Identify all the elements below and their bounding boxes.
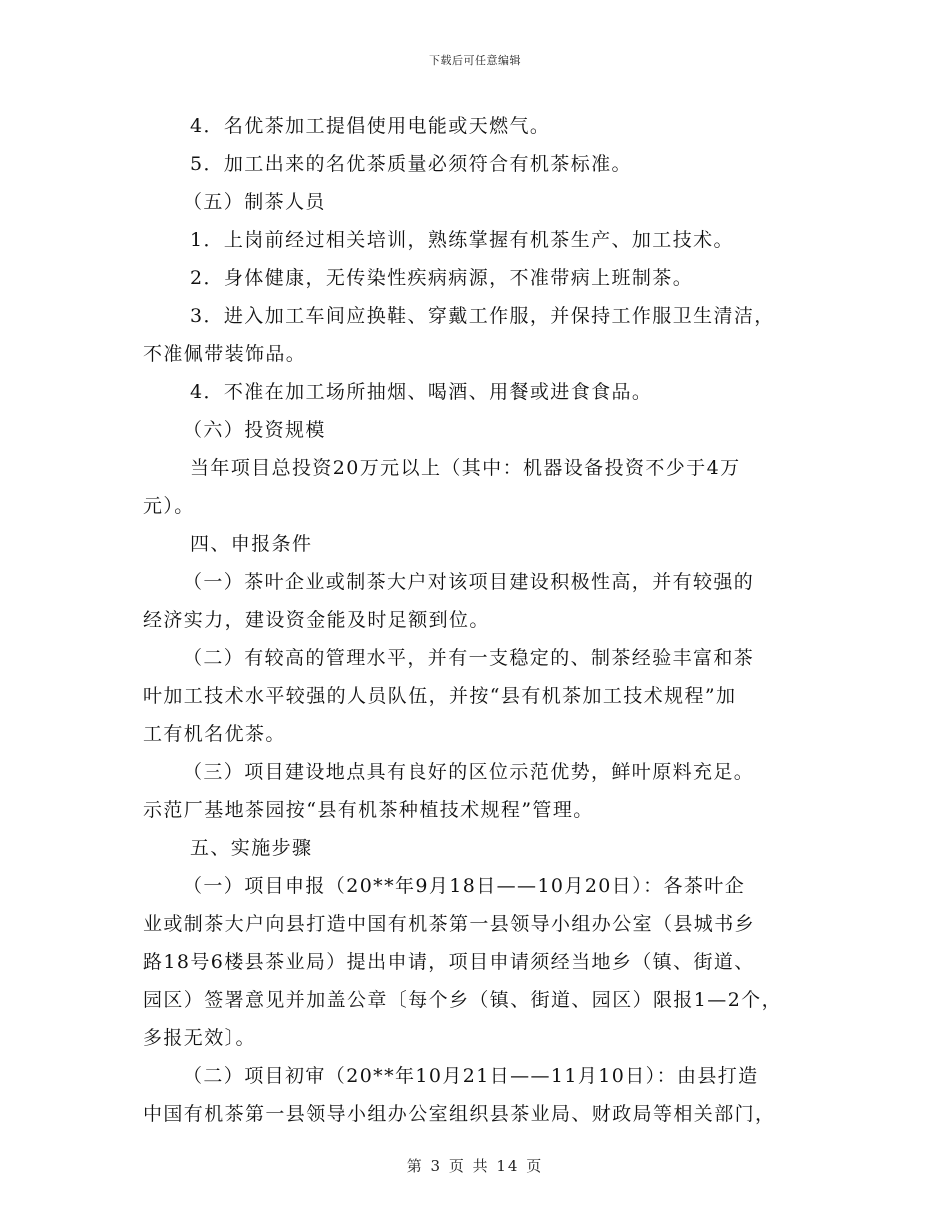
text-line: （六）投资规模 [183,419,326,441]
text-line: （二）有较高的管理水平，并有一支稳定的、制茶经验丰富和茶 [183,647,755,669]
text-line: 3．进入加工车间应换鞋、穿戴工作服，并保持工作服卫生清洁， [190,305,775,327]
text-line: （五）制茶人员 [183,191,326,213]
page-header: 下载后可任意编辑 [429,54,521,67]
text-line: 元）。 [143,495,195,517]
text-line: 示范厂基地茶园按“县有机茶种植技术规程”管理。 [143,799,594,821]
text-line: 五、实施步骤 [190,837,313,859]
text-line: 业或制茶大户向县打造中国有机茶第一县领导小组办公室（县城书乡 [143,913,756,935]
text-line: （二）项目初审（20**年10月21日——11月10日）：由县打造 [183,1065,759,1087]
text-line: 中国有机茶第一县领导小组办公室组织县茶业局、财政局等相关部门， [143,1103,776,1125]
text-line: 1．上岗前经过相关培训，熟练掌握有机茶生产、加工技术。 [190,229,734,251]
text-line: 叶加工技术水平较强的人员队伍，并按“县有机茶加工技术规程”加 [143,685,737,707]
text-line: 经济实力，建设资金能及时足额到位。 [143,609,490,631]
text-line: 路18号6楼县茶业局）提出申请，项目申请须经当地乡（镇、街道、 [143,951,755,973]
text-line: 2．身体健康，无传染性疾病病源，不准带病上班制茶。 [190,267,694,289]
text-line: （一）项目申报（20**年9月18日——10月20日）：各茶叶企 [183,875,746,897]
text-line: 四、申报条件 [190,533,313,555]
text-line: 4．不准在加工场所抽烟、喝酒、用餐或进食食品。 [190,381,653,403]
text-line: （一）茶叶企业或制茶大户对该项目建设积极性高，并有较强的 [183,571,755,593]
text-line: 多报无效〕。 [143,1027,256,1049]
text-line: 园区）签署意见并加盖公章〔每个乡（镇、街道、园区）限报1—2个， [143,989,782,1011]
text-line: 工有机名优茶。 [143,723,286,745]
text-line: 4．名优茶加工提倡使用电能或天燃气。 [190,115,551,137]
document-body [143,107,808,1133]
text-line: （三）项目建设地点具有良好的区位示范优势，鲜叶原料充足。 [183,761,755,783]
text-line: 当年项目总投资20万元以上（其中：机器设备投资不少于4万 [190,457,741,479]
text-line: 不准佩带装饰品。 [143,343,307,365]
text-line: 5．加工出来的名优茶质量必须符合有机茶标准。 [190,153,632,175]
page-footer: 第 3 页 共 14 页 [406,1157,544,1175]
